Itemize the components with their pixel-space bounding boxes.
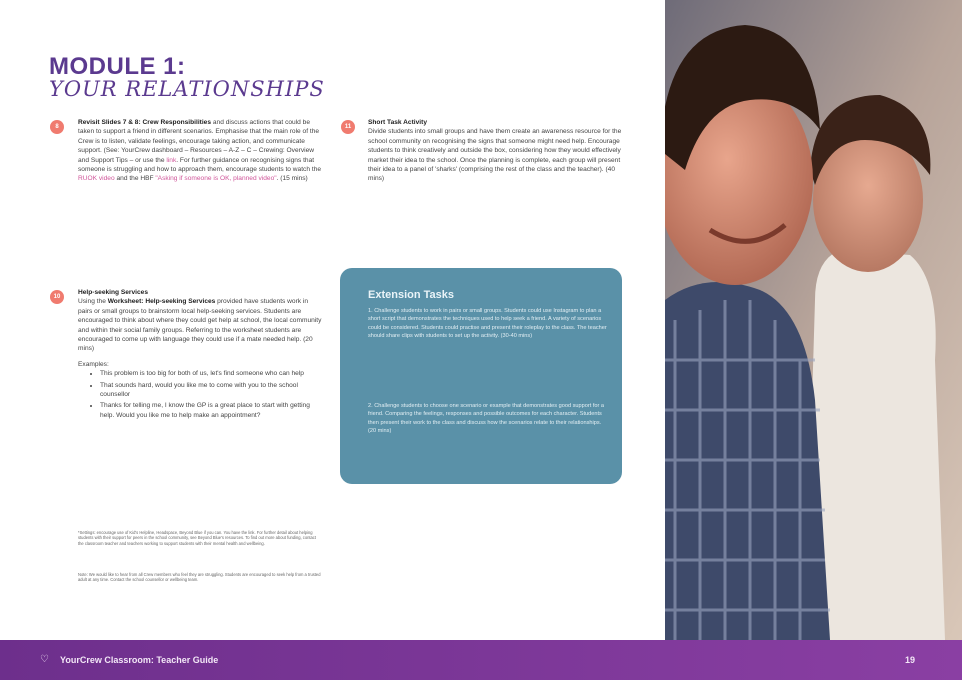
step2-body [78,288,322,422]
shield-icon: ♡ [40,654,49,665]
link-step1[interactable]: link [166,156,177,164]
step1-body [78,118,322,184]
step-number-badge: 10 [50,290,64,304]
hbf-video-link[interactable]: "Asking if someone is OK, planned video" [155,175,277,183]
step2-text-b: provided have students work in pairs or small groups to brainstorm local help-seeking services. Students are encouraged to think about where they could get help at school, the local community and within their social family groups. Referring to the worksheet students are encouraged to come up with language they could use if a mate needed help. (20 mins) [78,298,322,353]
list-item: • Thanks for telling me, I know the GP is a great place to start with getting help. Would you like me to help make an appointment? [100,401,322,420]
step1-text-a: and discuss actions that could be taken to support a friend in different scenarios. Emphasise that the main role of the Crew is to listen, validate feelings, encourage taking action, and communicate support. (See: YourCrew dashboard – Resources – A-Z – C – Crewing: Overview and Support Tips – or use the [78,119,320,164]
footer-title: YourCrew Classroom: Teacher Guide [60,655,219,665]
list-item: • This problem is too big for both of us, let's find someone who can help [100,369,322,378]
step1-heading: Revisit Slides 7 & 8: Crew Responsibilities [78,119,212,126]
step1-text-d: . (15 mins) [276,175,308,183]
footnote: *Settings: encourage use of Kid's Helpline, Headspace, Beyond Blue if you can. You have the link. For further detail about helping students with their support for peers in the school community, see Beyond Blue's resources. To find out more about funding, contact the classroom teacher and teachers working to support students with their mental health and wellbeing. [78,530,316,546]
step2-heading: Help-seeking Services [78,289,149,296]
step3-body [368,118,624,184]
students-photo [665,0,962,640]
step3-heading: Short Task Activity [368,119,427,126]
extension-title: Extension Tasks [368,289,454,301]
step-number-badge: 11 [341,120,355,134]
ruok-video-link[interactable]: RUOK video [78,175,115,183]
students-photo-illustration [665,0,962,640]
footnote: Note: We would like to hear from all Crew members who feel they are struggling. Students are encouraged to seek help from a trusted adult at any time. Contact the school counsellor or wellbeing team. [78,572,321,583]
list-item: • That sounds hard, would you like me to come with you to the school counsellor [100,381,322,400]
module-subtitle: YOUR RELATIONSHIPS [49,77,325,101]
step1-text-b: . For further guidance on recognising signs that someone is struggling and how to approach them, encourage students to watch the [78,156,322,174]
extension-task-1: 1. Challenge students to work in pairs or small groups. Students could use Instagram to plan a short script that demonstrates the techniques used to help seek a friend. A variety of scenarios could be considered. Students could practise and present their roleplay to the class. The teacher should share clips with students to set up the activity. (30-40 mins) [368,308,607,339]
module-title: MODULE 1: [49,53,186,80]
worksheet-name: Worksheet: Help-seeking Services [107,298,216,306]
step1-text-c: and the HBF [114,175,156,183]
step2-text-a: Using the [78,298,108,306]
page-number: 19 [905,655,916,665]
step-number-badge: 8 [50,120,64,134]
extension-task-2: 2. Challenge students to choose one scenario or example that demonstrates good support for a friend. Comparing the feelings, responses and possible outcomes for each character. Students then present their work to the class and discuss how the scenarios relate to their relationships. (20 mins) [368,403,605,434]
examples-label: Examples: [78,360,109,368]
examples-list [78,369,322,420]
step3-text: Divide students into small groups and have them create an awareness resource for the school community on recognising the signs that someone might need help. Encourage students to think creatively and outside the box, considering how they would effectively market their idea to the school. Once the planning is complete, each group will present their idea to a panel of 'sharks' (comprising the rest of the class and the teacher). (40 mins) [368,128,622,183]
